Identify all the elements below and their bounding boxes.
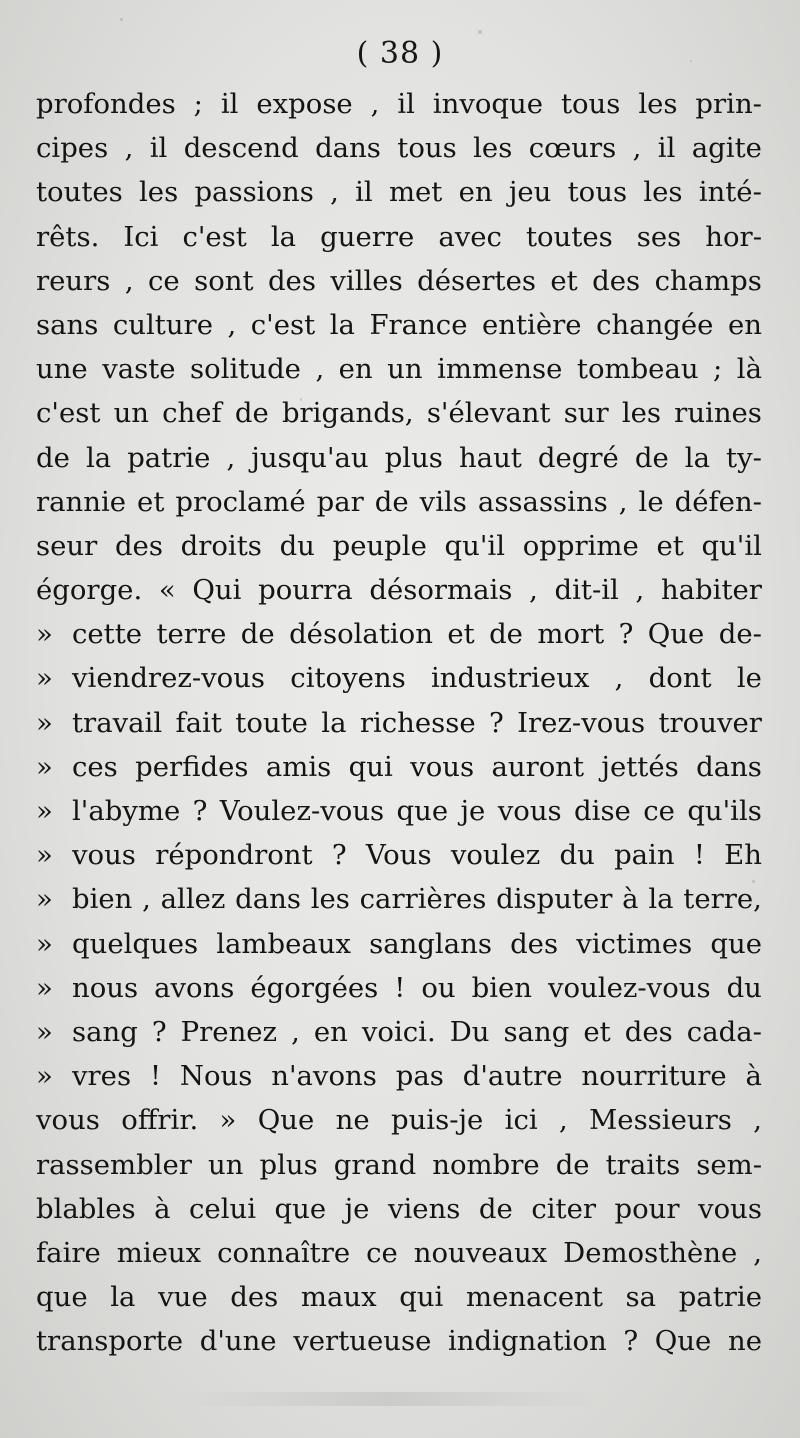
text-line: [36, 789, 762, 833]
text-line-body: viendrez-vous citoyens industrieux , dont le: [72, 662, 762, 695]
page-number: ( 38 ): [356, 36, 444, 71]
text-line: c'est un chef de brigands, s'élevant sur les ruines: [36, 397, 762, 430]
text-line: profondes ; il expose , il invoque tous les prin-: [36, 88, 762, 120]
text-line: [36, 1054, 762, 1098]
quote-mark: »: [36, 662, 53, 695]
text-line: que la vue des maux qui menacent sa patrie: [36, 1281, 762, 1314]
text-line: [36, 656, 762, 700]
text-line-body: vres ! Nous n'avons pas d'autre nourriture à: [72, 1060, 762, 1093]
text-line-body: nous avons égorgées ! ou bien voulez-vous du: [72, 971, 762, 1004]
quote-mark: »: [36, 927, 53, 960]
text-line: rêts. Ici c'est la guerre avec toutes ses hor-: [36, 220, 762, 253]
quote-mark: »: [36, 839, 53, 872]
text-line: [36, 612, 762, 656]
text-line: toutes les passions , il met en jeu tous les inté-: [36, 176, 762, 209]
text-line-body: bien , allez dans les carrières disputer à la terre,: [72, 883, 762, 916]
text-line: rassembler un plus grand nombre de traits sem-: [36, 1148, 762, 1181]
text-line: [36, 877, 762, 921]
quote-mark: »: [36, 971, 53, 1004]
text-line: rannie et proclamé par de vils assassins , le défen-: [36, 485, 762, 518]
text-line-body: cette terre de désolation et de mort ? Que de-: [72, 618, 762, 651]
paper-speck: [120, 18, 123, 21]
text-line-body: sang ? Prenez , en voici. Du sang et des cada-: [72, 1015, 762, 1048]
text-line: reurs , ce sont des villes désertes et des champs: [36, 264, 762, 297]
quote-mark: »: [36, 750, 53, 783]
bottom-margin-smudge: [180, 1392, 600, 1406]
text-line: faire mieux connaître ce nouveaux Demosthène ,: [36, 1236, 762, 1269]
body-text: [36, 82, 762, 1363]
text-line: une vaste solitude , en un immense tombeau ; là: [36, 353, 762, 386]
text-line-body: l'abyme ? Voulez-vous que je vous dise ce qu'ils: [72, 795, 762, 827]
text-line: vous offrir. » Que ne puis-je ici , Messieurs ,: [36, 1104, 762, 1137]
text-line: cipes , il descend dans tous les cœurs , il agite: [36, 132, 762, 165]
text-line-body: ces perfides amis qui vous auront jettés dans: [72, 750, 762, 783]
quote-mark: »: [36, 795, 53, 827]
text-line: [36, 966, 762, 1010]
quote-mark: »: [36, 1015, 53, 1048]
text-line-body: vous répondront ? Vous voulez du pain ! Eh: [72, 839, 762, 872]
text-line: blables à celui que je viens de citer pour vous: [36, 1192, 762, 1225]
paper-speck: [478, 30, 482, 34]
text-line-body: travail fait toute la richesse ? Irez-vous trouver: [72, 706, 762, 739]
text-line: [36, 1010, 762, 1054]
text-line: seur des droits du peuple qu'il opprime et qu'il: [36, 529, 762, 562]
quote-mark: »: [36, 1060, 53, 1093]
text-line: [36, 833, 762, 877]
quote-mark: »: [36, 883, 53, 916]
text-line: de la patrie , jusqu'au plus haut degré de la ty-: [36, 441, 762, 474]
text-line-body: quelques lambeaux sanglans des victimes que: [72, 927, 762, 960]
text-line: [36, 745, 762, 789]
quote-mark: »: [36, 618, 53, 651]
quote-mark: »: [36, 706, 53, 739]
text-line: égorge. « Qui pourra désormais , dit-il , habiter: [36, 574, 762, 607]
text-line: transporte d'une vertueuse indignation ? Que ne: [36, 1325, 762, 1358]
text-line: [36, 922, 762, 966]
text-line: sans culture , c'est la France entière changée en: [36, 308, 762, 341]
text-line: [36, 701, 762, 745]
